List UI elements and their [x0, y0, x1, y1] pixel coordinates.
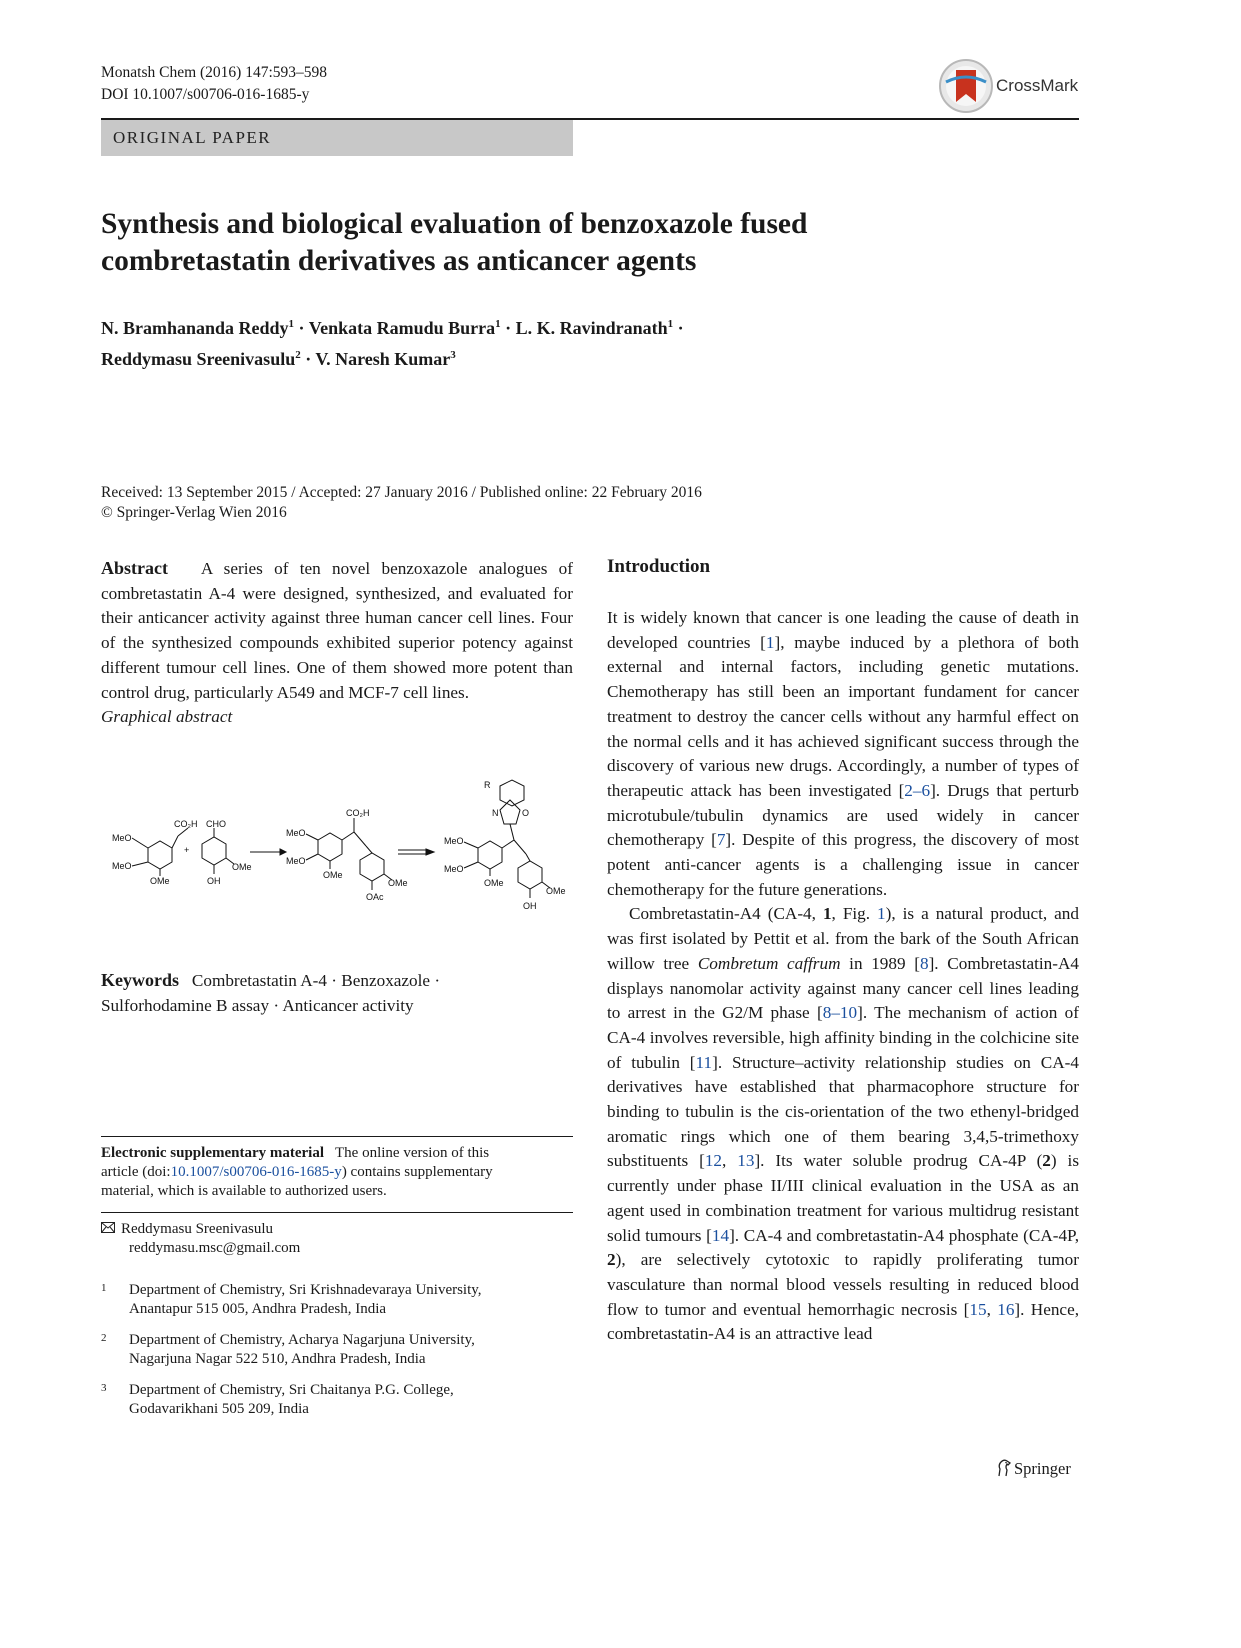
citation-link[interactable]: 8–10 — [822, 1003, 858, 1023]
compound-number: 1 — [822, 904, 832, 924]
affiliation-1 — [101, 1281, 573, 1319]
abstract — [101, 556, 573, 730]
citation-link[interactable]: 15 — [969, 1299, 987, 1319]
author-name[interactable]: V. Naresh Kumar — [315, 349, 451, 369]
author-affiliation: 1 — [495, 318, 501, 330]
springer-horse-icon — [996, 1459, 1014, 1482]
citation-link[interactable]: 14 — [711, 1225, 730, 1245]
compound-number: 2 — [607, 1250, 616, 1270]
esm-text: ) contains supplementary — [341, 1164, 493, 1180]
oac-label: OAc — [366, 892, 384, 902]
author-affiliation: 2 — [295, 349, 301, 361]
keywords — [101, 968, 573, 1018]
paragraph-text: ]. Drugs that perturb microtubule/tubulin dynamics are used widely in cancer chemotherapy [ — [607, 780, 1079, 850]
paragraph-text: ) is currently under phase II/III clinical evaluation in the USA as an agent used in combination treatment for various multidrug resistant solid tumours [ — [607, 1151, 1080, 1245]
paragraph-text: ]. Its water soluble prodrug CA-4P ( — [754, 1151, 1043, 1171]
journal-citation: Monatsh Chem (2016) 147:593–598 — [101, 64, 328, 81]
esm-label: Electronic supplementary material — [101, 1145, 325, 1161]
paragraph-text: in 1989 [ — [840, 953, 920, 973]
paragraph-text: Combretastatin-A4 (CA-4, — [629, 904, 823, 924]
esm-rule — [101, 1136, 573, 1137]
citation-link[interactable]: 16 — [997, 1299, 1015, 1319]
ome-label: OMe — [323, 870, 343, 880]
ome-label: OMe — [150, 876, 170, 886]
author-affiliation: 3 — [450, 349, 456, 361]
section-banner: ORIGINAL PAPER — [101, 120, 573, 156]
doi-line: DOI 10.1007/s00706-016-1685-y — [101, 86, 310, 103]
author-list: N. Bramhananda Reddy$^1$ · Venkata Ramudu Burra$^1$ · L. K. Ravindranath$^1$ · Reddymasu Sreenivasulu$^2$ · V. Naresh Kumar$^3$ — [101, 318, 684, 369]
ome-label: OMe — [388, 878, 408, 888]
title-line-1: Synthesis and biological evaluation of benzoxazole fused — [101, 208, 808, 240]
crossmark-label: CrossMark — [996, 76, 1079, 95]
affiliation-3 — [101, 1381, 573, 1419]
co2h-label: CO₂H — [346, 808, 370, 818]
oh-label: OH — [207, 876, 221, 886]
compound-number: 2 — [1042, 1151, 1051, 1171]
oh-label: OH — [523, 901, 537, 911]
graphical-abstract-scheme — [108, 778, 578, 918]
affiliation-line: Godavarikhani 505 209, India — [129, 1401, 309, 1417]
article-title — [101, 206, 1081, 280]
esm-text: article (doi: — [101, 1164, 171, 1180]
co2h-label: CO₂H — [174, 819, 198, 829]
introduction-heading: Introduction — [607, 556, 711, 577]
affiliation-number: 1 — [101, 1282, 107, 1294]
species-name: Combretum caffrum — [697, 953, 841, 973]
affiliation-number: 3 — [101, 1382, 107, 1394]
paragraph-text: ]. Hence, combretastatin-A4 is an attractive lead — [607, 1299, 1079, 1344]
affiliation-line: Nagarjuna Nagar 522 510, Andhra Pradesh, India — [129, 1351, 426, 1367]
author-name[interactable]: N. Bramhananda Reddy — [101, 318, 289, 338]
keywords-label: Keywords — [101, 970, 179, 990]
supplementary-note — [101, 1144, 573, 1201]
o-label: O — [522, 808, 530, 818]
author-name[interactable]: Reddymasu Sreenivasulu — [101, 349, 296, 369]
n-label: N — [492, 808, 499, 818]
reaction-scheme-figure — [108, 778, 578, 918]
springer-footer — [996, 1459, 1071, 1482]
correspondence-name: Reddymasu Sreenivasulu — [121, 1221, 274, 1237]
meo-label: MeO — [286, 828, 306, 838]
citation-link[interactable]: 11 — [695, 1052, 713, 1072]
esm-text: The online version of this — [335, 1145, 490, 1161]
crossmark-icon — [938, 58, 994, 114]
ome-label: OMe — [546, 886, 566, 896]
abstract-text: A series of ten novel benzoxazole analogues of combretastatin A-4 were designed, synthesized, and evaluated for their anticancer activity against three human cancer cell lines. Four of the synthesized compounds exhibited superior potency against different tumour cell lines. One of them showed more potent than control drug, particularly A549 and MCF-7 cell lines. — [101, 559, 573, 702]
copyright: © Springer-Verlag Wien 2016 — [101, 504, 287, 521]
paragraph-text: ), is a natural product, and was first isolated by Pettit et al. from the bark of the South African willow tree — [607, 904, 1079, 973]
keywords-line-2: Sulforhodamine B assay · Anticancer activity — [101, 995, 414, 1015]
meo-label: MeO — [444, 864, 464, 874]
affiliation-line: Department of Chemistry, Sri Krishnadevaraya University, — [129, 1282, 482, 1298]
paragraph-text: , Fig. — [831, 904, 878, 924]
cho-label: CHO — [206, 819, 226, 829]
crossmark-logo[interactable] — [938, 58, 1083, 114]
paragraph-text: It is widely known that cancer is one leading the cause of death in developed countries [ — [607, 608, 1079, 652]
r-label: R — [484, 780, 491, 790]
publication-dates: Received: 13 September 2015 / Accepted: 27 January 2016 / Published online: 22 February 2016 — [101, 484, 702, 501]
paragraph-text: ]. Structure–activity relationship studies on CA-4 derivatives have established that pharmacophore structure for binding to tubulin is the cis-orientation of the two ethenyl-bridged aromatic rings which one of them bearing 3,4,5-trimethoxy substituents [ — [607, 1052, 1079, 1171]
paragraph-text: ]. CA-4 and combretastatin-A4 phosphate (CA-4P, — [729, 1225, 1079, 1245]
correspondence — [101, 1220, 573, 1258]
citation-link[interactable]: 1 — [765, 632, 775, 652]
affiliation-line: Department of Chemistry, Acharya Nagarjuna University, — [129, 1332, 475, 1348]
citation-link[interactable]: 13 — [737, 1151, 755, 1171]
keywords-line-1: Combretastatin A-4 · Benzoxazole · — [191, 971, 441, 990]
paragraph-text: ]. Despite of this progress, the discovery of most potent anti-cancer agents is a challenging issue in cancer chemotherapy for the future generations. — [607, 830, 1079, 899]
meo-label: MeO — [112, 833, 132, 843]
paragraph-text: , — [722, 1151, 738, 1171]
introduction-body — [607, 606, 1079, 1347]
citation-link[interactable]: 2–6 — [904, 780, 931, 800]
affiliation-line: Anantapur 515 005, Andhra Pradesh, India — [129, 1301, 387, 1317]
plus-sign: + — [184, 845, 190, 855]
publisher-name: Springer — [1014, 1459, 1071, 1478]
meo-label: MeO — [286, 856, 306, 866]
citation-link[interactable]: 12 — [704, 1151, 723, 1171]
affiliation-number: 2 — [101, 1332, 107, 1344]
title-line-2: combretastatin derivatives as anticancer agents — [101, 245, 697, 277]
envelope-icon — [101, 1220, 121, 1239]
ome-label: OMe — [484, 878, 504, 888]
paragraph-text: ), are selectively cytotoxic to rapidly proliferating tumor vasculature than normal blood vessels resulting in reduced blood flow to tumor and eventual hemorrhagic necrosis [ — [607, 1250, 1079, 1319]
correspondence-rule — [101, 1212, 573, 1213]
graphical-abstract-label: Graphical abstract — [101, 707, 233, 727]
esm-doi-link[interactable]: 10.1007/s00706-016-1685-y — [170, 1164, 342, 1180]
author-affiliation: 1 — [288, 318, 295, 330]
correspondence-email[interactable]: reddymasu.msc@gmail.com — [129, 1240, 301, 1256]
ome-label: OMe — [232, 862, 252, 872]
author-name[interactable]: L. K. Ravindranath — [515, 318, 668, 338]
meo-label: MeO — [444, 836, 464, 846]
affiliation-line: Department of Chemistry, Sri Chaitanya P.G. College, — [129, 1382, 454, 1398]
introduction-paragraph-1 — [607, 606, 1079, 902]
esm-text: material, which is available to authorized users. — [101, 1183, 387, 1199]
author-name[interactable]: Venkata Ramudu Burra — [308, 318, 496, 338]
paragraph-text: ]. The mechanism of action of CA-4 involves reversible, high affinity binding in the colchicine site of tubulin [ — [607, 1003, 1079, 1072]
meo-label: MeO — [112, 861, 132, 871]
affiliation-2 — [101, 1331, 573, 1369]
citation-link[interactable]: 8 — [919, 953, 929, 973]
abstract-label: Abstract — [101, 558, 168, 578]
paragraph-text: ], maybe induced by a plethora of both external and internal factors, including genetic mutations. Chemotherapy has still been an important fundament for cancer treatment to destroy the cancer cells without any harmful effect on the normal cells and it has achieved significant success through the discovery of various new drugs. Accordingly, a number of types of therapeutic attack has been investigated [ — [607, 632, 1079, 800]
citation-link[interactable]: 1 — [877, 904, 886, 924]
introduction-paragraph-2 — [607, 902, 1079, 1347]
paragraph-text: , — [986, 1299, 998, 1319]
citation-link[interactable]: 7 — [716, 830, 726, 850]
author-affiliation: 1 — [667, 318, 674, 330]
paragraph-text: ]. Combretastatin-A4 displays nanomolar activity against many cancer cell lines leading to arrest in the G2/M phase [ — [607, 953, 1080, 1023]
